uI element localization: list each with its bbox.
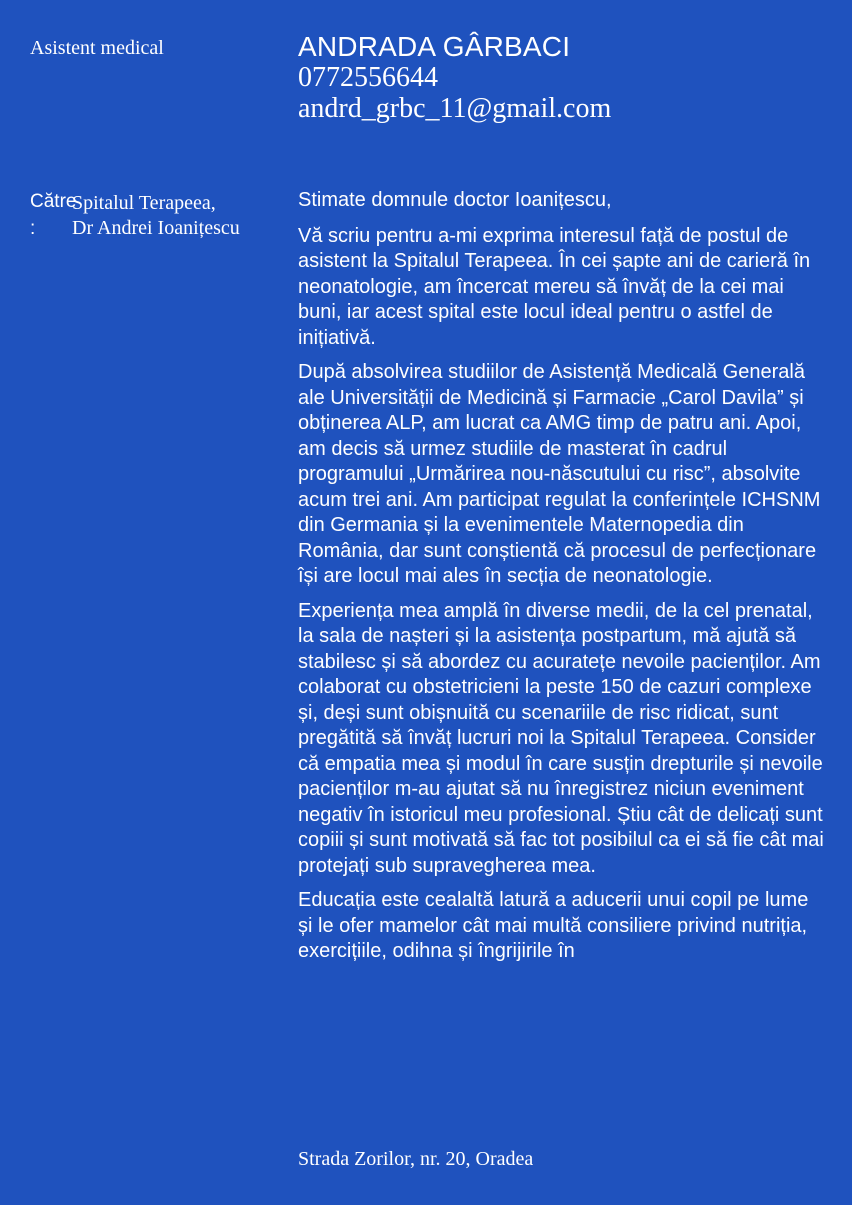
recipient-block (72, 191, 240, 240)
recipient-line-2: Dr Andrei Ioanițescu (72, 216, 240, 239)
recipient-line-1: Spitalul Terapeea, (72, 192, 216, 214)
letter-paragraph: Experiența mea amplă în diverse medii, de la cel prenatal, la sala de nașteri și la asistența postpartum, mă ajută să stabilesc și să abordez cu acuratețe nevoile pacienților. Am colaborat cu obstetricieni la peste 150 de cazuri complexe și, deși sunt obișnuită cu scenariile de risc ridicat, sunt pregătită să învăț lucruri noi la Spitalul Terapeea. Consider că empatia mea și modul în care susțin drepturile și nevoile pacienților m-au ajutat să nu înregistrez niciun eveniment negativ în istoricul meu profesional. Știu cât de delicați sunt copiii și sunt motivată să fac tot posibilul ca ei să fie cât mai protejați sub supravegherea mea. (298, 599, 824, 877)
letter-paragraph: Educația este cealaltă latură a aducerii unui copil pe lume și le ofer mamelor cât mai multă consiliere privind nutriția, exercițiile, odihna și îngrijirile în (298, 889, 809, 962)
footer-address: Strada Zorilor, nr. 20, Oradea (298, 1148, 534, 1170)
recipient-label-text: Către (30, 191, 77, 212)
applicant-email: andrd_grbc_11@gmail.com (298, 93, 612, 124)
letter-paragraph: După absolvirea studiilor de Asistență Medicală Generală ale Universității de Medicină și Farmacie „Carol Davila” și obținerea ALP, am lucrat ca AMG timp de patru ani. Apoi, am decis să urmez studiile de masterat în cadrul programului „Urmărirea nou-născutului cu risc”, absolvite acum trei ani. Am participat regulat la conferințele ICHSNM din Germania și la evenimentele Maternopedia din România, dar sunt conștientă că procesul de perfecționare își are locul mai ales în secția de neonatologie. (298, 361, 821, 587)
applicant-name: ANDRADA GÂRBACI (298, 31, 571, 62)
recipient-label (30, 190, 77, 241)
letter-paragraph: Vă scriu pentru a-mi exprima interesul față de postul de asistent la Spitalul Terapeea. În cei șapte ani de carieră în neonatologie, am încercat mereu să învăț de la cei mai buni, iar acest spital este locul ideal pentru o astfel de inițiativă. (298, 224, 811, 349)
letter-body (298, 188, 828, 974)
letter-salutation: Stimate domnule doctor Ioanițescu, (298, 189, 612, 211)
applicant-phone: 0772556644 (298, 62, 438, 93)
job-title: Asistent medical (30, 37, 164, 59)
recipient-label-colon: : (30, 218, 36, 239)
